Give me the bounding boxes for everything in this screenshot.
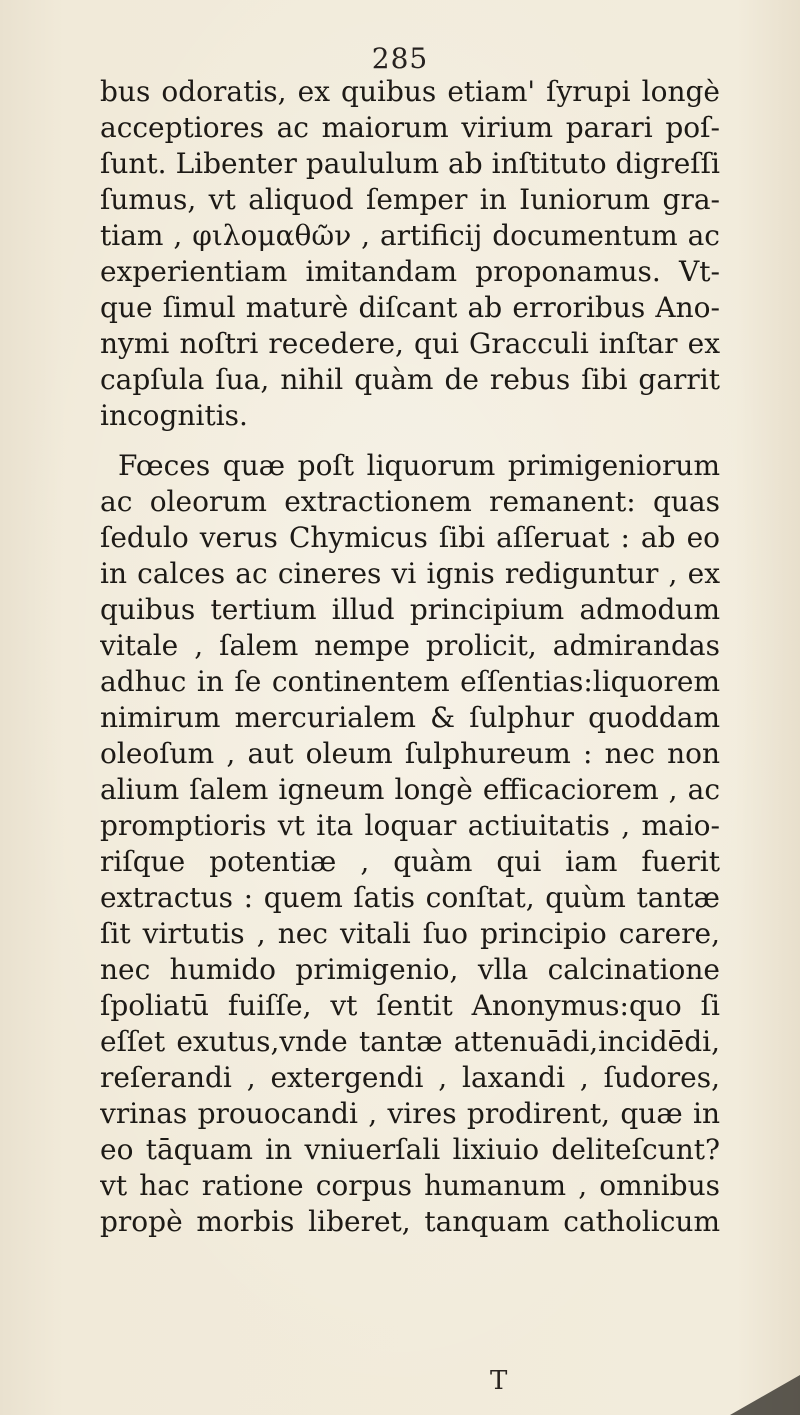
text-line: propè morbis liberet, tanquam catholicum bbox=[100, 1205, 720, 1238]
text-line: bus odoratis, ex quibus etiam' ſyrupi longè bbox=[100, 75, 720, 108]
text-line: oleoſum , aut oleum ſulphureum : nec non bbox=[100, 737, 720, 770]
text-line: in calces ac cineres vi ignis rediguntur , ex bbox=[100, 557, 720, 590]
text-line: promptioris vt ita loquar actiuitatis , maio- bbox=[100, 809, 720, 842]
text-line: riſque potentiæ , quàm qui iam fuerit bbox=[100, 845, 720, 878]
text-block bbox=[100, 74, 720, 1240]
text-line: eſſet exutus,vnde tantæ attenuādi,incidēdi, bbox=[100, 1025, 720, 1058]
paragraph-1 bbox=[100, 74, 720, 434]
text-line: extractus : quem ſatis conſtat, quùm tantæ bbox=[100, 881, 720, 914]
text-line: adhuc in ſe continentem eſſentias:liquorem bbox=[100, 665, 720, 698]
text-line: ſpoliatū fuiſſe, vt ſentit Anonymus:quo ſi bbox=[100, 989, 720, 1022]
text-line: vrinas prouocandi , vires prodirent, quæ in bbox=[100, 1097, 720, 1130]
text-line: Fœces quæ poſt liquorum primigeniorum bbox=[118, 449, 720, 482]
text-line: eo tāquam in vniuerſali lixiuio deliteſcunt? bbox=[100, 1133, 720, 1166]
text-line: ſunt. Libenter paululum ab inſtituto digreſſi bbox=[100, 147, 720, 180]
page-number: 285 bbox=[371, 42, 429, 75]
text-line: ſumus, vt aliquod ſemper in Iuniorum gra- bbox=[100, 183, 720, 216]
text-line: nimirum mercurialem & ſulphur quoddam bbox=[100, 701, 720, 734]
text-line: ac oleorum extractionem remanent: quas bbox=[100, 485, 720, 518]
text-line: incognitis. bbox=[100, 399, 248, 432]
text-line: vitale , ſalem nempe prolicit, admirandas bbox=[100, 629, 720, 662]
paragraph-2 bbox=[100, 448, 720, 1240]
text-line: acceptiores ac maiorum virium parari poſ- bbox=[100, 111, 720, 144]
text-line: alium ſalem igneum longè efficaciorem , ac bbox=[100, 773, 720, 806]
text-line: nec humido primigenio, vlla calcinatione bbox=[100, 953, 720, 986]
text-line: nymi noſtri recedere, qui Gracculi inſtar ex bbox=[100, 327, 720, 360]
text-line: reſerandi , extergendi , laxandi , ſudores, bbox=[100, 1061, 720, 1094]
page-corner-shadow-icon bbox=[730, 1375, 800, 1415]
text-line: quibus tertium illud principium admodum bbox=[100, 593, 720, 626]
text-line: capſula ſua, nihil quàm de rebus ſibi garrit bbox=[100, 363, 720, 396]
text-line: ſit virtutis , nec vitali ſuo principio carere, bbox=[100, 917, 720, 950]
text-line: vt hac ratione corpus humanum , omnibus bbox=[100, 1169, 720, 1202]
paragraph-gap bbox=[100, 434, 720, 448]
text-line: ſedulo verus Chymicus ſibi aſſeruat : ab eo bbox=[100, 521, 720, 554]
text-line: tiam , φιλομαθῶν , artificij documentum ac bbox=[100, 219, 720, 252]
catchword: T bbox=[490, 1366, 508, 1396]
text-line: que ſimul maturè diſcant ab erroribus Ano- bbox=[100, 291, 720, 324]
text-line: experientiam imitandam proponamus. Vt- bbox=[100, 255, 720, 288]
